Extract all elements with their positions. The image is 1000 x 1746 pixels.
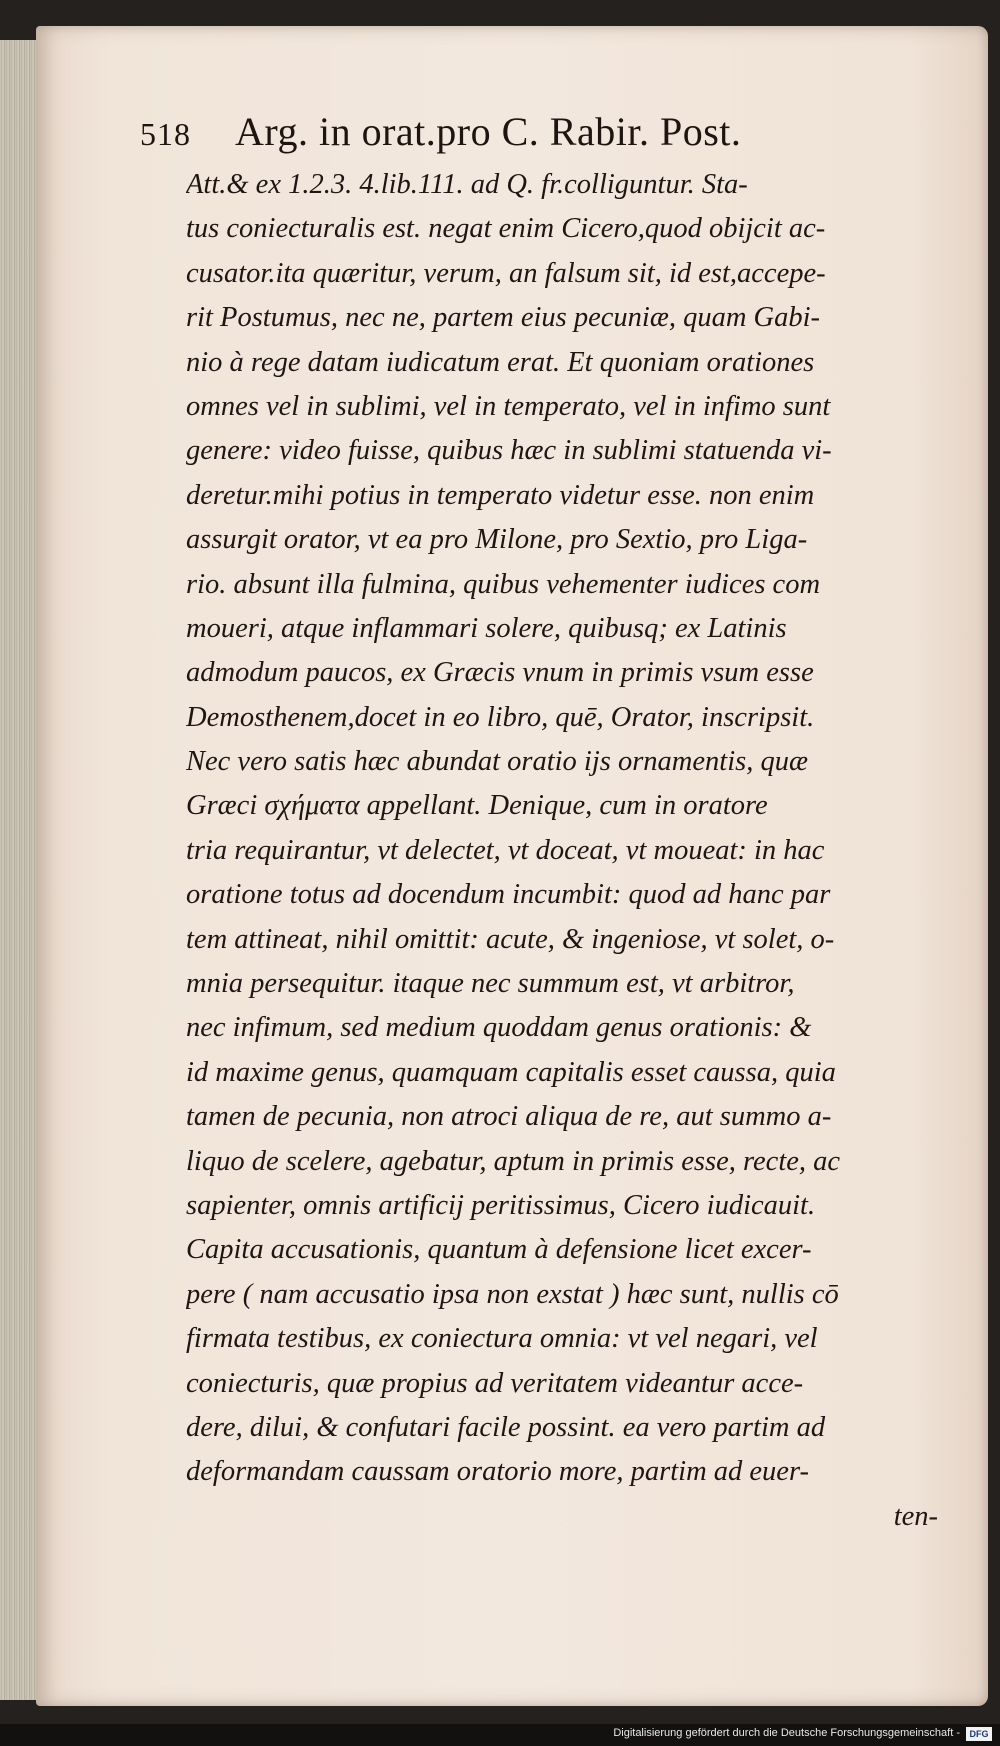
text-line: liquo de scelere, agebatur, aptum in primis esse, recte, ac [186, 1145, 841, 1177]
text-line: genere: video fuisse, quibus hæc in sublimi statuenda vi- [186, 435, 832, 467]
page-number: 518 [140, 116, 191, 152]
text-line: Capita accusationis, quantum à defensione licet excer- [186, 1234, 812, 1266]
text-line: cusator.ita quæritur, verum, an falsum sit, id est,accepe- [186, 257, 826, 289]
text-line: mnia persequitur. itaque nec summum est, vt arbitror, [186, 968, 795, 1000]
text-line: pere ( nam accusatio ipsa non exstat ) hæc sunt, nullis cō [186, 1278, 839, 1310]
text-line: firmata testibus, ex coniectura omnia: vt vel negari, vel [186, 1323, 818, 1355]
text-line: Demosthenem,docet in eo libro, quē, Orator, inscripsit. [186, 701, 815, 733]
text-line: omnes vel in sublimi, vel in temperato, vel in infimo sunt [186, 390, 831, 422]
dfg-logo: DFG [966, 1727, 992, 1741]
text-line: coniecturis, quæ propius ad veritatem videantur acce- [186, 1367, 804, 1399]
text-line: tem attineat, nihil omittit: acute, & ingeniose, vt solet, o- [186, 923, 835, 955]
text-line: rio. absunt illa fulmina, quibus vehementer iudices com [186, 568, 821, 600]
text-line: assurgit orator, vt ea pro Milone, pro Sextio, pro Liga- [186, 524, 808, 556]
running-head [140, 108, 930, 155]
text-line: admodum paucos, ex Græcis vnum in primis vsum esse [186, 657, 814, 689]
catchword: ten- [893, 1500, 938, 1532]
text-line: id maxime genus, quamquam capitalis esset caussa, quia [186, 1056, 836, 1088]
text-line: tamen de pecunia, non atroci aliqua de re, aut summo a- [186, 1101, 832, 1133]
text-line: dere, dilui, & confutari facile possint. ea vero partim ad [186, 1411, 826, 1443]
text-line: Nec vero satis hæc abundat oratio ijs ornamentis, quæ [186, 746, 808, 778]
text-line: Græci σχήματα appellant. Denique, cum in oratore [186, 790, 768, 822]
text-line: moueri, atque inflammari solere, quibusq; ex Latinis [186, 612, 787, 644]
text-line: oratione totus ad docendum incumbit: quod ad hanc par [186, 879, 831, 911]
digitization-credit: Digitalisierung gefördert durch die Deutsche Forschungsgemeinschaft - [613, 1727, 960, 1739]
running-title: Arg. in orat.pro C. Rabir. Post. [235, 109, 742, 154]
text-line: deformandam caussam oratorio more, partim ad euer- [186, 1456, 809, 1488]
text-line: nec infimum, sed medium quoddam genus orationis: & [186, 1012, 812, 1044]
body-text [186, 163, 946, 1539]
text-line: rit Postumus, nec ne, partem eius pecuniæ, quam Gabi- [186, 302, 821, 334]
text-line: nio à rege datam iudicatum erat. Et quoniam orationes [186, 346, 815, 378]
text-line: tus coniecturalis est. negat enim Cicero,quod obijcit ac- [186, 213, 826, 245]
text-line: tria requirantur, vt delectet, vt doceat, vt moueat: in hac [186, 834, 825, 866]
text-line: deretur.mihi potius in temperato videtur esse. non enim [186, 479, 815, 511]
text-line: Att.& ex 1.2.3. 4.lib.111. ad Q. fr.colliguntur. Sta- [186, 169, 748, 200]
text-line: sapienter, omnis artificij peritissimus, Cicero iudicauit. [186, 1189, 816, 1221]
